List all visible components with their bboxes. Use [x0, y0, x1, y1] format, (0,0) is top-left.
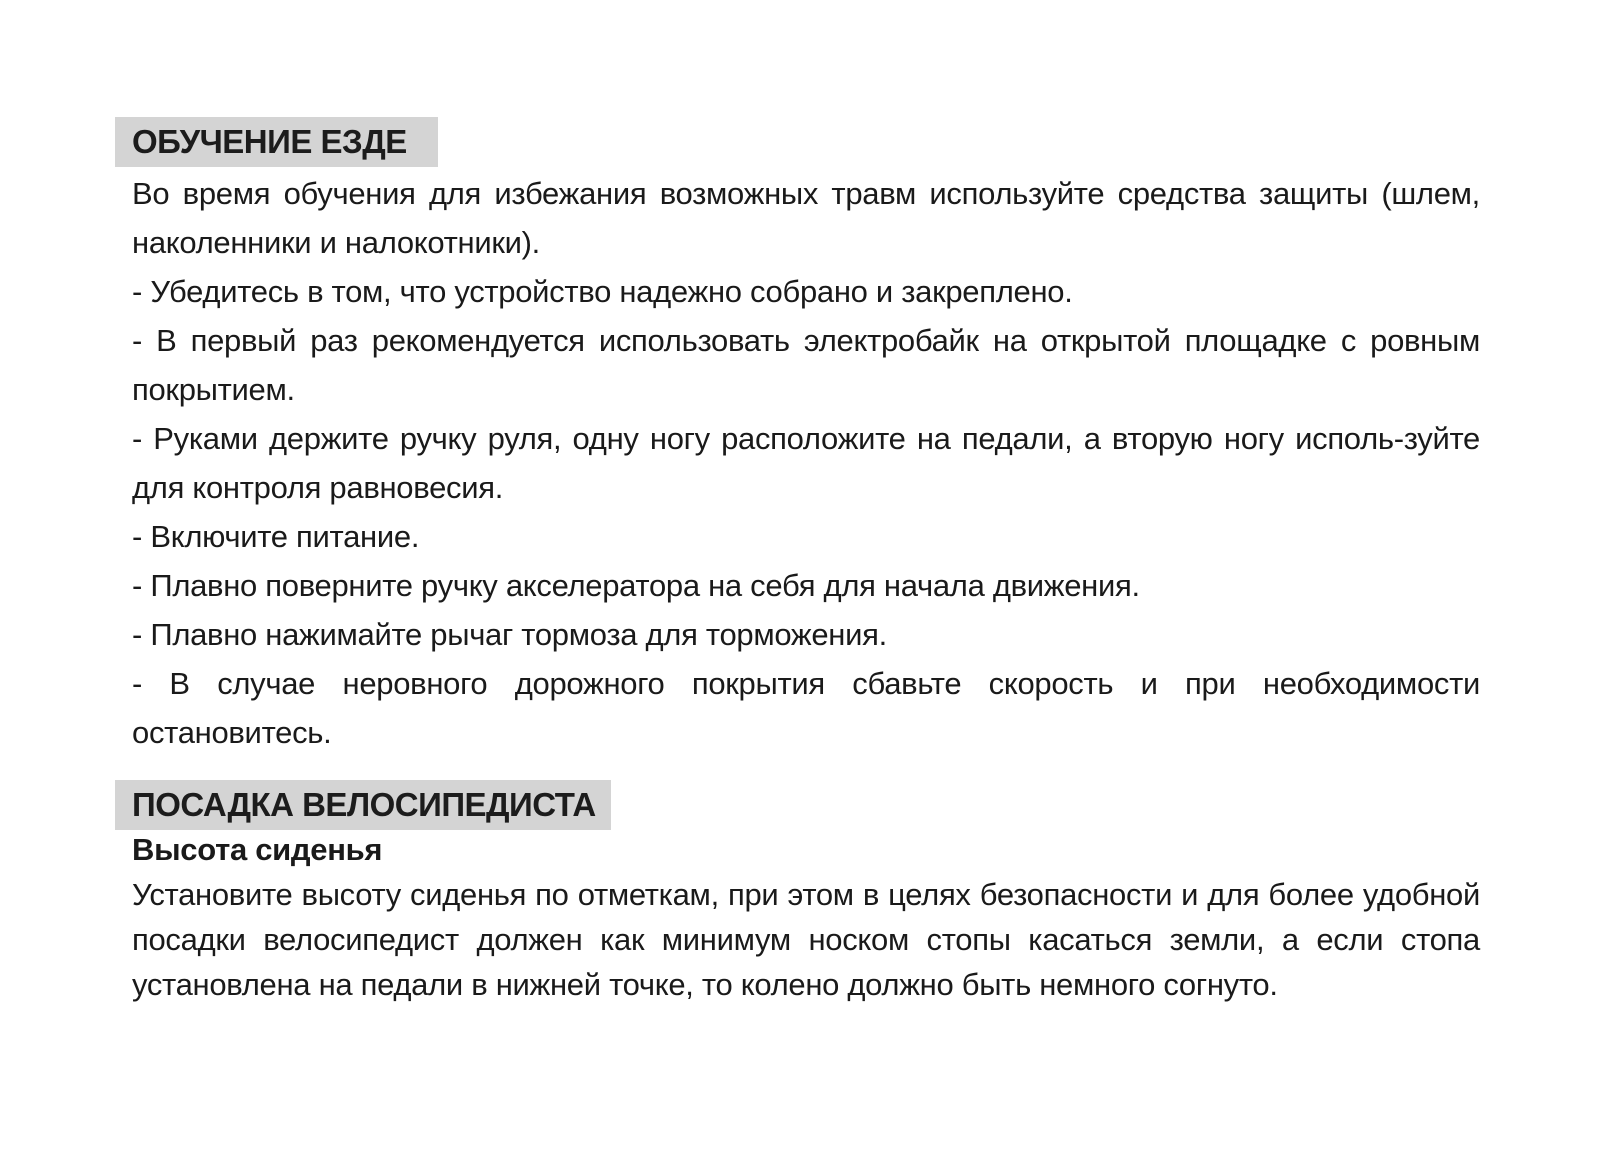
paragraph-power-on: - Включите питание. [132, 519, 420, 554]
subheading-seat-height: Высота сиденья [132, 832, 383, 867]
paragraph-balance: - Руками держите ручку руля, одну ногу расположите на педали, а вторую ногу исполь-зуйте для контроля равновесия. [132, 421, 1480, 505]
paragraph-accelerator: - Плавно поверните ручку акселератора на себя для начала движения. [132, 568, 1140, 603]
section-heading-riding-training: ОБУЧЕНИЕ ЕЗДЕ [115, 117, 438, 167]
paragraph-assembly-check: - Убедитесь в том, что устройство надежно собрано и закреплено. [132, 274, 1073, 309]
rider-position-body [132, 872, 1480, 1007]
paragraph-seat-height: Установите высоту сиденья по отметкам, при этом в целях безопасности и для более удобной посадки велосипедист должен как минимум носком стопы касаться земли, а если стопа установлена на педали в нижней точке, то колено должно быть немного согнуто. [132, 877, 1480, 1002]
paragraph-protection: Во время обучения для избежания возможных травм используйте средства защиты (шлем, наколенники и налокотники). [132, 176, 1480, 260]
paragraph-brake: - Плавно нажимайте рычаг тормоза для торможения. [132, 617, 887, 652]
section-heading-rider-position: ПОСАДКА ВЕЛОСИПЕДИСТА [115, 780, 611, 830]
paragraph-uneven-road: - В случае неровного дорожного покрытия сбавьте скорость и при необходимости остановитесь. [132, 666, 1480, 750]
riding-training-body [132, 169, 1480, 757]
paragraph-open-area: - В первый раз рекомендуется использовать электробайк на открытой площадке с ровным покрытием. [132, 323, 1480, 407]
